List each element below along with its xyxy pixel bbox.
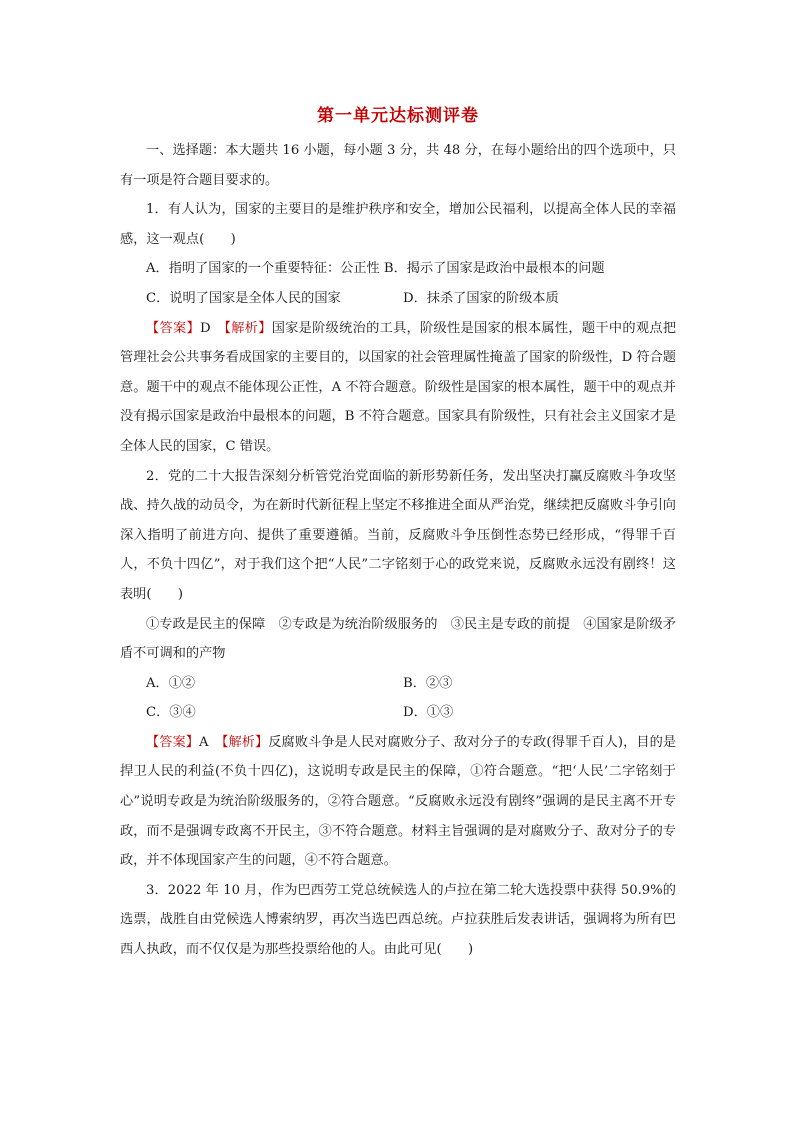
question-1-options-cd (120, 284, 676, 314)
question-2-options-cd (120, 698, 676, 728)
question-1-option-b: B．揭示了国家是政治中最根本的问题 (383, 261, 605, 277)
question-2-analysis: 反腐败斗争是人民对腐败分子、敌对分子的专政(得罪千百人)，目的是捍卫人民的利益(不负十四亿)，这说明专政是民主的保障，①符合题意。“把‘人民’二字铭刻于心”说明专政是为统治阶级服务的，②符合题意。“反腐败永远没有剧终”强调的是民主离不开专政，而不是强调专政离不开民主，③不符合题意。材料主旨强调的是对腐败分子、敌对分子的专政，并不体现国家产生的问题，④不符合题意。 (120, 734, 677, 869)
question-2-options-ab (120, 669, 676, 699)
document-content (120, 104, 676, 965)
section-intro: 一、选择题：本大题共 16 小题，每小题 3 分，共 48 分，在每小题给出的四个选项中，只有一项是符合题目要求的。 (120, 143, 676, 188)
question-1-option-a: A．指明了国家的一个重要特征：公正性 (146, 261, 380, 277)
question-1-analysis: 国家是阶级统治的工具，阶级性是国家的根本属性，题干中的观点把管理社会公共事务看成国家的主要目的，以国家的社会管理属性掩盖了国家的阶级性，D 符合题意。题干中的观点不能体现公正性，A 不符合题意。阶级性是国家的根本属性，题干中的观点并没有揭示国家是政治中最根本的问题，B 不符合题意。国家具有阶级性，只有社会主义国家才是全体人民的国家，C 错误。 (120, 320, 677, 454)
question-3-stem: 3．2022 年 10 月，作为巴西劳工党总统候选人的卢拉在第二轮大选投票中获得 50.9%的选票，战胜自由党候选人博索纳罗，再次当选巴西总统。卢拉获胜后发表讲话，强调将为所有巴西人执政，而不仅仅是为那些投票给他的人。由此可见( ) (120, 882, 676, 958)
question-1-answer-value: D (199, 320, 211, 336)
question-1-option-c: C．说明了国家是全体人民的国家 (146, 290, 341, 306)
question-2-stem: 2．党的二十大报告深刻分析管党治党面临的新形势新任务，发出坚决打赢反腐败斗争攻坚战、持久战的动员令，为在新时代新征程上坚定不移推进全面从严治党，继续把反腐败斗争引向深入指明了前进方向、提供了重要遵循。当前，反腐败斗争压倒性态势已经形成，“得罪千百人，不负十四亿”，对于我们这个把“人民”二字铭刻于心的政党来说，反腐败永远没有剧终！这表明( ) (120, 468, 676, 602)
question-2-option-d: D．①③ (403, 705, 454, 721)
question-2-answer (120, 728, 676, 876)
question-1-answer (120, 314, 676, 462)
question-1-stem: 1．有人认为，国家的主要目的是维护秩序和安全，增加公民福利，以提高全体人民的幸福感，这一观点( ) (120, 202, 676, 247)
analysis-label: 【解析】 (221, 734, 269, 750)
question-1-option-d: D．抹杀了国家的阶级本质 (403, 290, 559, 306)
answer-label: 【答案】 (146, 320, 200, 336)
question-2-option-b: B．②③ (403, 675, 453, 691)
question-2-option-a: A．①② (146, 675, 196, 691)
analysis-label: 【解析】 (224, 320, 272, 336)
question-2-statements: ①专政是民主的保障 ②专政是为统治阶级服务的 ③民主是专政的前提 ④国家是阶级矛盾不可调和的产物 (120, 616, 676, 662)
question-2-answer-value: A (199, 734, 209, 750)
question-2-option-c: C．③④ (146, 705, 196, 721)
page-title: 第一单元达标测评卷 (317, 106, 479, 126)
question-1-options-ab (120, 254, 676, 284)
answer-label: 【答案】 (146, 734, 199, 750)
